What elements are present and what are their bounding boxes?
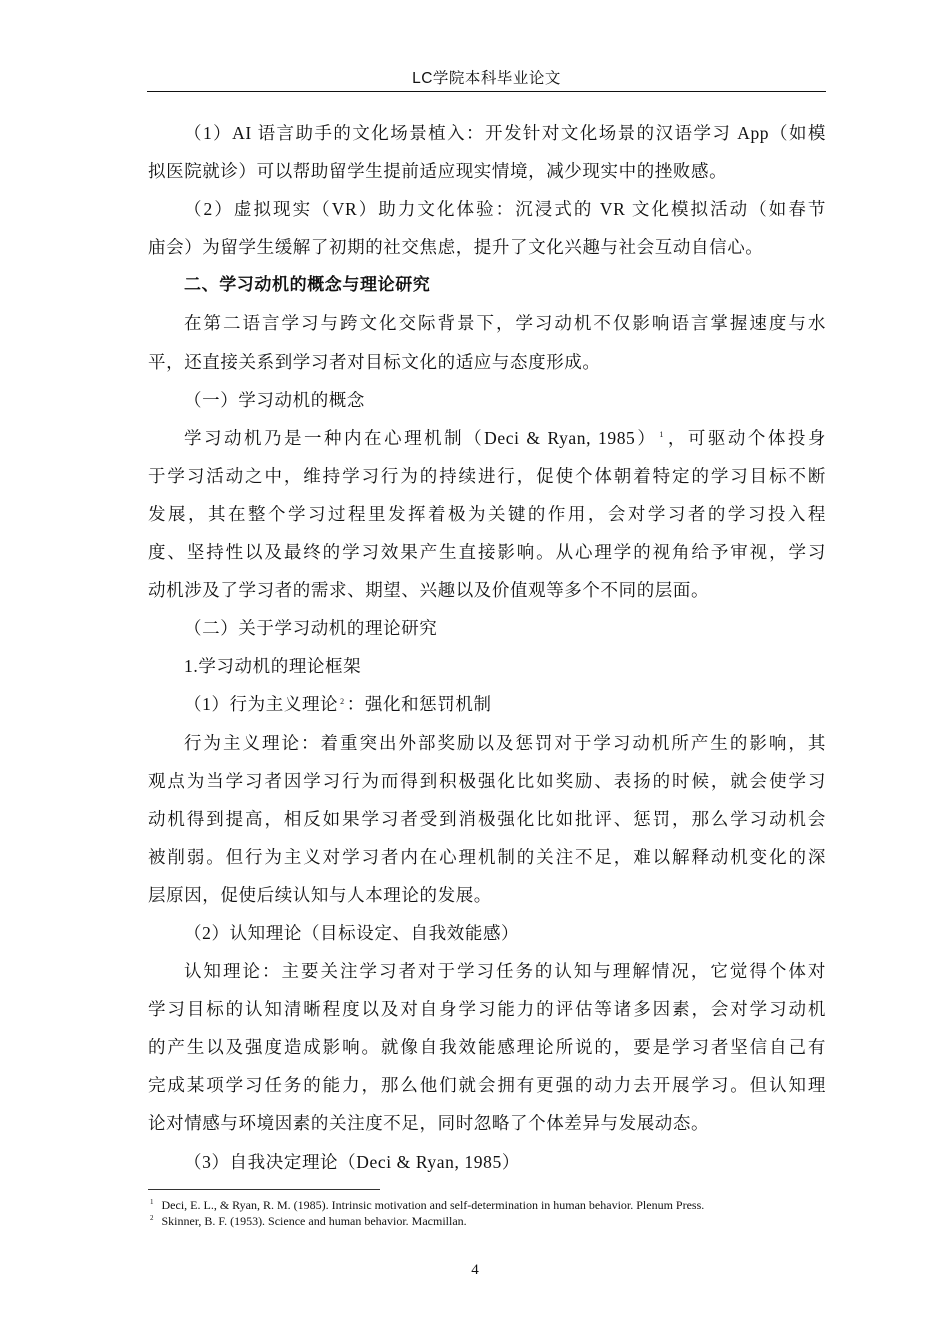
footnotes bbox=[148, 1198, 828, 1229]
text-line: 动机涉及了学习者的需求、期望、兴趣以及价值观等多个不同的层面。 bbox=[148, 580, 710, 601]
text-line: （3）自我决定理论（Deci & Ryan, 1985） bbox=[184, 1151, 520, 1172]
text-line: 论对情感与环境因素的关注度不足，同时忽略了个体差异与发展动态。 bbox=[148, 1113, 710, 1134]
text-line: 完成某项学习任务的能力，那么他们就会拥有更强的动力去开展学习。但认知理 bbox=[148, 1075, 826, 1096]
text-line bbox=[148, 419, 826, 457]
text-line: 被削弱。但行为主义对学习者内在心理机制的关注不足，难以解释动机变化的深 bbox=[148, 846, 826, 867]
text-line: 拟医院就诊）可以帮助留学生提前适应现实情境，减少现实中的挫败感。 bbox=[148, 161, 728, 182]
text-line: 行为主义理论：着重突出外部奖励以及惩罚对于学习动机所产生的影响，其 bbox=[184, 732, 826, 753]
text-line: 层原因，促使后续认知与人本理论的发展。 bbox=[148, 884, 492, 905]
footnote-2 bbox=[148, 1214, 828, 1230]
text-segment: （1）行为主义理论 bbox=[184, 694, 339, 715]
footnote-number: 1 bbox=[150, 1198, 154, 1206]
text-line: 的产生以及强度造成影响。就像自我效能感理论所说的，要是学习者坚信自己有 bbox=[148, 1037, 826, 1058]
text-line: 平，还直接关系到学习者对目标文化的适应与态度形成。 bbox=[148, 351, 601, 372]
text-line: （1）AI 语言助手的文化场景植入：开发针对文化场景的汉语学习 App（如模 bbox=[184, 123, 826, 143]
footnote-text: Skinner, B. F. (1953). Science and human behavior. Macmillan. bbox=[161, 1213, 467, 1228]
body-text bbox=[148, 114, 826, 1181]
footnote-reference[interactable]: 2 bbox=[340, 696, 345, 706]
footnote-divider bbox=[148, 1189, 380, 1190]
text-segment: 学习动机乃是一种内在心理机制（Deci & Ryan, 1985） bbox=[184, 427, 658, 448]
header-divider bbox=[147, 91, 826, 92]
text-line: 于学习活动之中，维持学习行为的持续进行，促使个体朝着特定的学习目标不断 bbox=[148, 465, 826, 486]
footnote-number: 2 bbox=[150, 1213, 154, 1222]
text-line: （2）认知理论（目标设定、自我效能感） bbox=[184, 922, 520, 943]
text-line bbox=[148, 685, 826, 723]
page-number: 4 bbox=[471, 1262, 479, 1278]
section-heading: 二、学习动机的概念与理论研究 bbox=[184, 275, 431, 295]
text-segment: ，可驱动个体投身 bbox=[665, 427, 826, 448]
footnote-reference[interactable]: 1 bbox=[659, 429, 664, 439]
page-header-title: LC学院本科毕业论文 bbox=[412, 70, 561, 87]
footnote-1 bbox=[148, 1198, 828, 1214]
text-line: 在第二语言学习与跨文化交际背景下，学习动机不仅影响语言掌握速度与水 bbox=[184, 313, 826, 334]
text-line: 1.学习动机的理论框架 bbox=[184, 656, 362, 677]
text-line: 庙会）为留学生缓解了初期的社交焦虑，提升了文化兴趣与社会互动自信心。 bbox=[148, 237, 764, 258]
text-segment: ：强化和惩罚机制 bbox=[346, 694, 492, 715]
footnote-text: Deci, E. L., & Ryan, R. M. (1985). Intrinsic motivation and self-determination in human behavior. Plenum Press. bbox=[161, 1198, 705, 1212]
text-line: 度、坚持性以及最终的学习效果产生直接影响。从心理学的视角给予审视，学习 bbox=[148, 542, 826, 563]
text-line: 学习目标的认知清晰程度以及对自身学习能力的评估等诸多因素，会对学习动机 bbox=[148, 999, 826, 1020]
text-line: （2）虚拟现实（VR）助力文化体验：沉浸式的 VR 文化模拟活动（如春节 bbox=[184, 199, 826, 220]
text-line: 认知理论：主要关注学习者对于学习任务的认知与理解情况，它觉得个体对 bbox=[184, 961, 826, 982]
text-line: （二）关于学习动机的理论研究 bbox=[184, 618, 438, 639]
text-line: 动机得到提高，相反如果学习者受到消极强化比如批评、惩罚，那么学习动机会 bbox=[148, 808, 826, 829]
text-line: （一）学习动机的概念 bbox=[184, 389, 365, 410]
text-line: 观点为当学习者因学习行为而得到积极强化比如奖励、表扬的时候，就会使学习 bbox=[148, 770, 826, 791]
text-line: 发展，其在整个学习过程里发挥着极为关键的作用，会对学习者的学习投入程 bbox=[148, 503, 826, 524]
